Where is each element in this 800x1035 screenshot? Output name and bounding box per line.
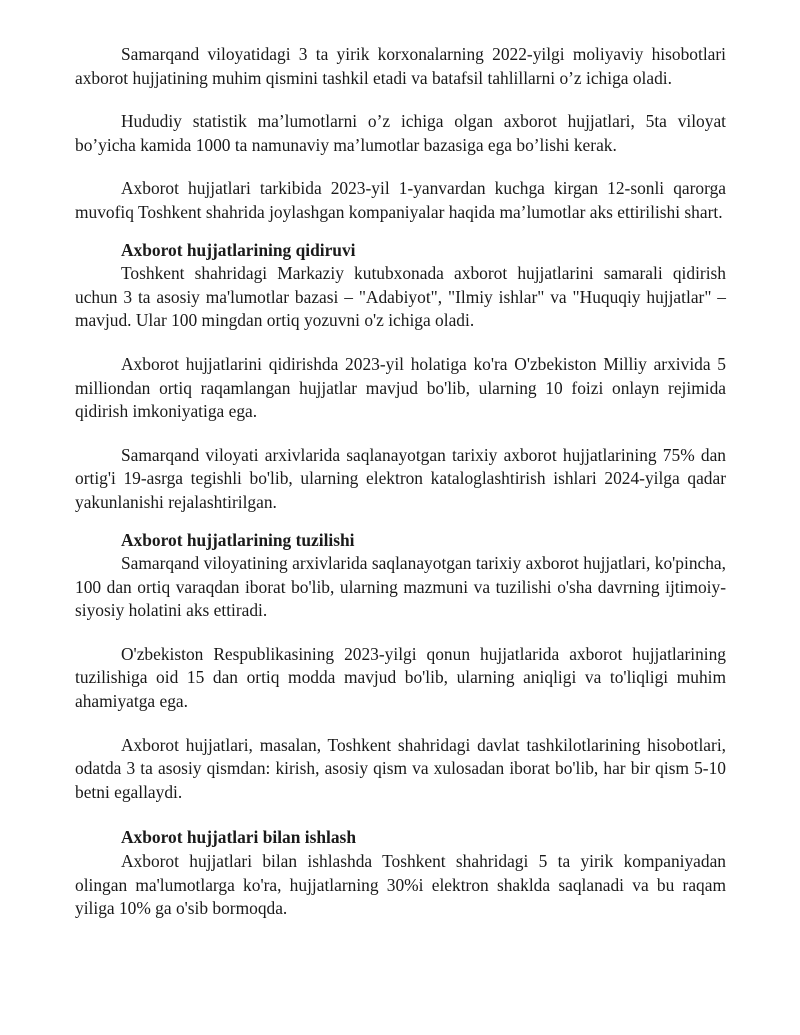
structure-paragraph-3: Axborot hujjatlari, masalan, Toshkent shahridagi davlat tashkilotlarining hisobotlari, odatda 3 ta asosiy qismdan: kirish, asosiy qism va xulosadan iborat bo'lib, har bir qism 5-10 betni egallaydi. (75, 734, 726, 802)
intro-paragraph-3: Axborot hujjatlari tarkibida 2023-yil 1-yanvardan kuchga kirgan 12-sonli qarorga muvofiq Toshkent shahrida joylashgan kompaniyalar haqida ma’lumotlar aks ettirilishi shart. (75, 178, 726, 222)
intro-paragraph-2: Hududiy statistik ma’lumotlarni o’z ichiga olgan axborot hujjatlari, 5ta viloyat bo’yicha kamida 1000 ta namunaviy ma’lumotlar bazasiga ega bo’lishi kerak. (75, 111, 726, 155)
working-paragraph-1: Axborot hujjatlari bilan ishlashda Toshkent shahridagi 5 ta yirik kompaniyadan olingan ma'lumotlarga ko'ra, hujjatlarning 30%i elektron shaklda saqlanadi va bu raqam yiliga 10% ga o'sib bormoqda. (75, 851, 726, 919)
section-structure (75, 529, 726, 805)
section-heading-working: Axborot hujjatlari bilan ishlash (121, 827, 356, 848)
search-paragraph-3: Samarqand viloyati arxivlarida saqlanayotgan tarixiy axborot hujjatlarining 75% dan ortig'i 19-asrga tegishli bo'lib, ularning elektron kataloglashtirish ishlari 2024-yilga qadar yakunlanishi rejalashtirilgan. (75, 444, 726, 512)
structure-paragraph-2: O'zbekiston Respublikasining 2023-yilgi qonun hujjatlarida axborot hujjatlarining tuzilishiga oid 15 dan ortiq modda mavjud bo'lib, ularning aniqligi va to'liqligi muhim ahamiyatga ega. (75, 643, 726, 712)
document-page (75, 43, 726, 941)
section-search (75, 239, 726, 515)
intro-paragraph-1: Samarqand viloyatidagi 3 ta yirik korxonalarning 2022-yilgi moliyaviy hisobotlari axborot hujjatining muhim qismini tashkil etadi va batafsil tahlillarni o’z ichiga oladi. (75, 44, 726, 88)
search-paragraph-1: Toshkent shahridagi Markaziy kutubxonada axborot hujjatlarini samarali qidirish uchun 3 ta asosiy ma'lumotlar bazasi – "Adabiyot", "Ilmiy ishlar" va "Huquqiy hujjatlar" – mavjud. Ular 100 mingdan ortiq yozuvni o'z ichiga oladi. (75, 263, 726, 331)
section-working (75, 826, 726, 920)
structure-paragraph-1: Samarqand viloyatining arxivlarida saqlanayotgan tarixiy axborot hujjatlari, ko'pincha, 100 dan ortiq varaqdan iborat bo'lib, ularning mazmuni va tuzilishi o'sha davrning ijtimoiy-siyosiy holatini aks ettiradi. (75, 553, 726, 621)
section-heading-structure: Axborot hujjatlarining tuzilishi (121, 529, 355, 550)
section-heading-search: Axborot hujjatlarining qidiruvi (121, 239, 356, 260)
search-paragraph-2: Axborot hujjatlarini qidirishda 2023-yil holatiga ko'ra O'zbekiston Milliy arxivida 5 milliondan ortiq raqamlangan hujjatlar mavjud bo'lib, ularning 10 foizi onlayn rejimida qidirish imkoniyatiga ega. (75, 353, 726, 422)
